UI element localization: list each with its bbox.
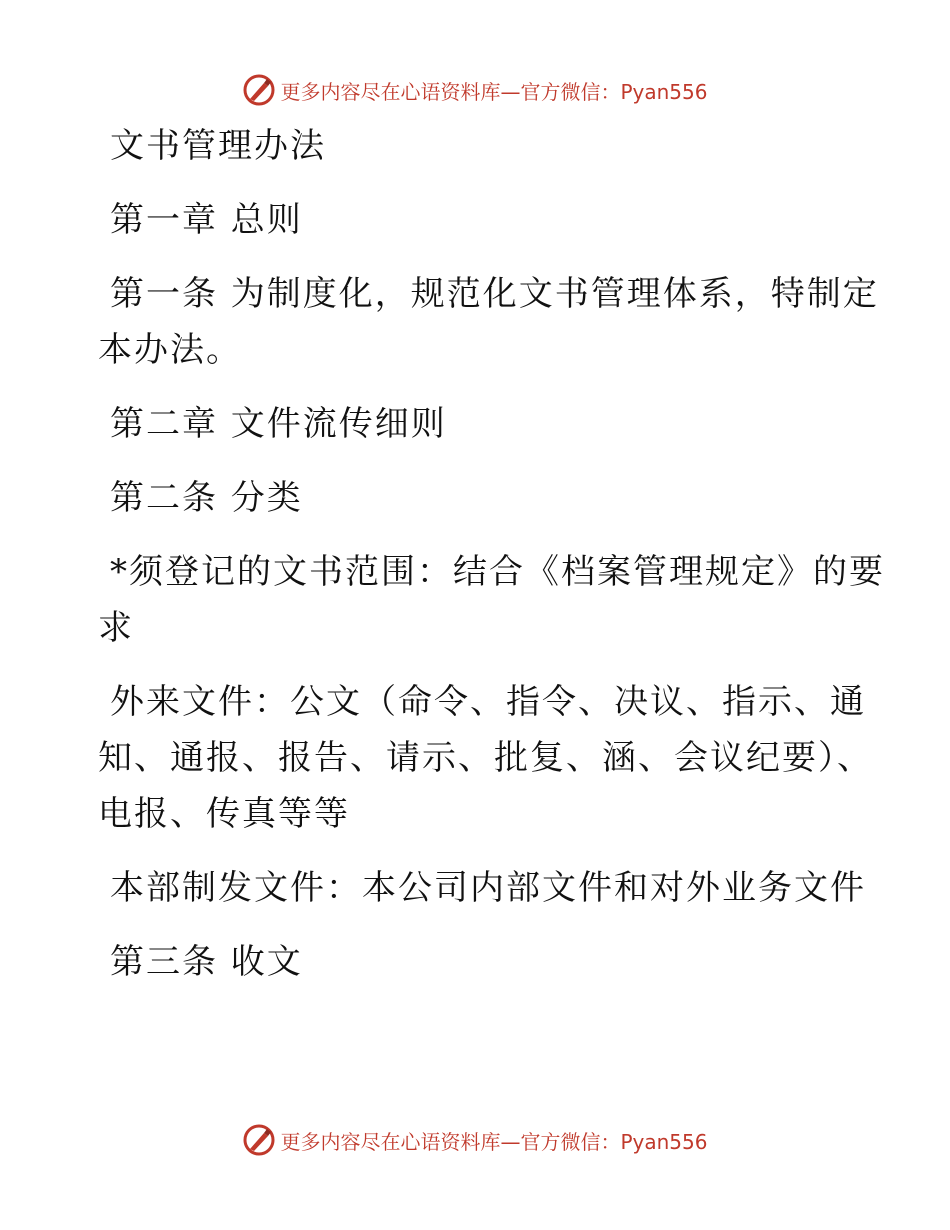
paragraph-text-continued: 电报、传真等等	[98, 794, 350, 834]
article-text-continued: 本办法。	[98, 330, 242, 370]
article-heading: 第二条 分类	[110, 478, 303, 518]
document-body	[98, 118, 885, 990]
pen-circle-logo-icon	[242, 73, 276, 107]
paragraph-text: 本部制发文件：本公司内部文件和对外业务文件	[110, 868, 866, 908]
footer-banner-text: 更多内容尽在心语资料库—官方微信：Pyan556	[280, 1129, 708, 1154]
header-banner	[0, 70, 950, 110]
header-banner-text: 更多内容尽在心语资料库—官方微信：Pyan556	[280, 79, 708, 104]
paragraph-text: *须登记的文书范围：结合《档案管理规定》的要	[110, 552, 885, 592]
footer-banner	[0, 1120, 950, 1160]
chapter-heading: 第二章 文件流传细则	[110, 404, 447, 444]
article-text: 第一条 为制度化，规范化文书管理体系，特制定	[110, 274, 879, 314]
article-heading: 第三条 收文	[110, 942, 303, 982]
paragraph-text-continued: 求	[98, 608, 134, 648]
paragraph-text-continued: 知、通报、报告、请示、批复、涵、会议纪要）、	[98, 738, 873, 778]
chapter-heading: 第一章 总则	[110, 200, 303, 240]
pen-circle-logo-icon	[242, 1123, 276, 1157]
document-title: 文书管理办法	[110, 126, 326, 166]
paragraph-text: 外来文件：公文（命令、指令、决议、指示、通	[110, 682, 866, 722]
